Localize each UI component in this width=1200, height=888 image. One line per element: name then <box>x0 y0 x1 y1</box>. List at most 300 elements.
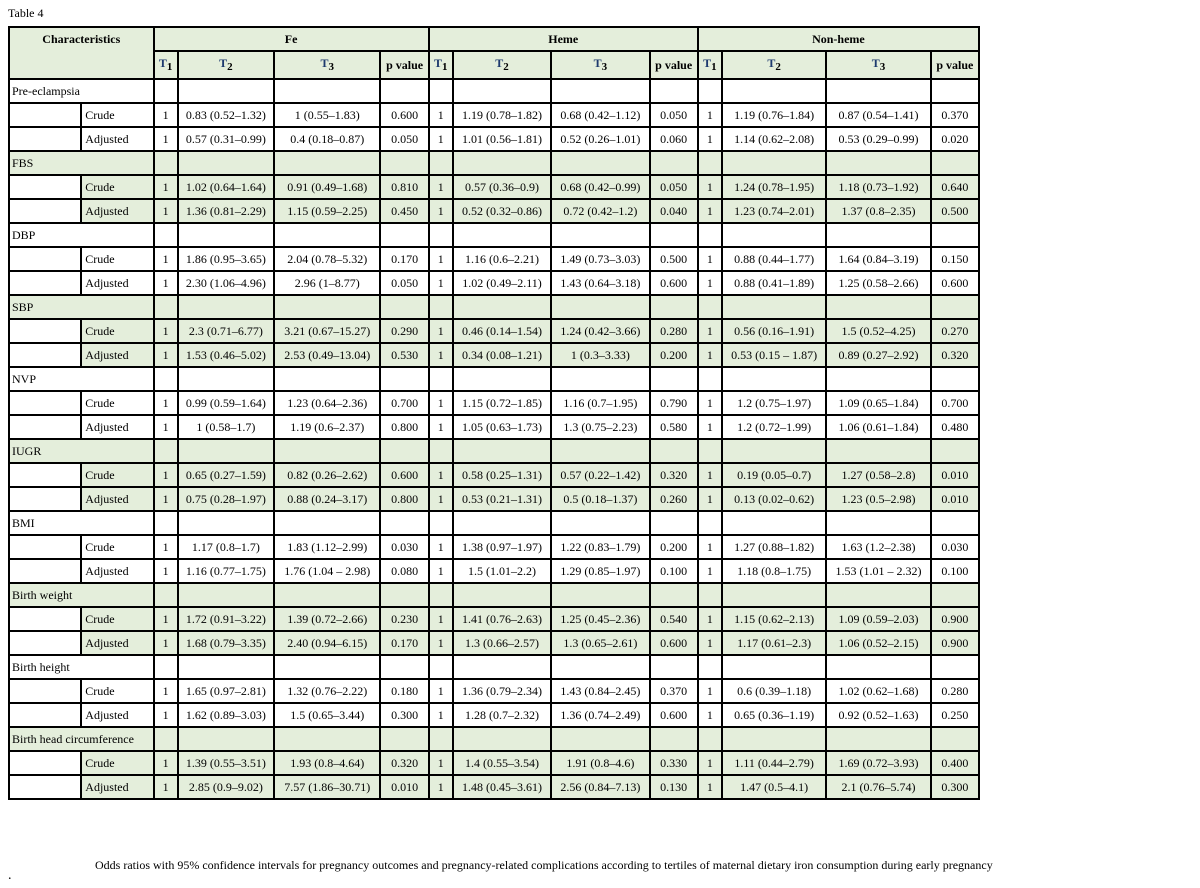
odds-ratio-cell: 0.19 (0.05–0.7) <box>723 464 827 488</box>
odds-ratio-cell: 1.49 (0.73–3.03) <box>552 248 650 272</box>
p-value-cell: 0.580 <box>651 416 699 440</box>
odds-ratio-cell: 1.29 (0.85–1.97) <box>552 560 650 584</box>
p-value-cell: 0.170 <box>381 248 429 272</box>
odds-ratio-cell: 0.6 (0.39–1.18) <box>723 680 827 704</box>
odds-ratio-cell: 1.09 (0.65–1.84) <box>827 392 931 416</box>
odds-ratio-cell: 0.75 (0.28–1.97) <box>179 488 275 512</box>
empty-cell <box>723 296 827 320</box>
p-value-header: p value <box>932 52 980 80</box>
tertile-subscript: 2 <box>227 61 233 73</box>
indent-cell <box>10 248 82 272</box>
odds-ratio-cell: 2.56 (0.84–7.13) <box>552 776 650 800</box>
empty-cell <box>723 152 827 176</box>
tertile-header-row <box>10 52 980 80</box>
odds-ratio-cell: 0.5 (0.18–1.37) <box>552 488 650 512</box>
odds-ratio-cell: 1 <box>430 776 454 800</box>
empty-cell <box>723 224 827 248</box>
empty-cell <box>454 440 552 464</box>
crude-label: Crude <box>82 320 154 344</box>
odds-ratio-cell: 1.3 (0.65–2.61) <box>552 632 650 656</box>
indent-cell <box>10 680 82 704</box>
odds-ratio-cell: 0.52 (0.32–0.86) <box>454 200 552 224</box>
empty-cell <box>381 512 429 536</box>
odds-ratio-cell: 1 <box>430 344 454 368</box>
odds-ratio-cell: 1 <box>699 632 723 656</box>
crude-label: Crude <box>82 176 154 200</box>
empty-cell <box>381 296 429 320</box>
empty-cell <box>454 224 552 248</box>
odds-ratio-cell: 2.40 (0.94–6.15) <box>275 632 381 656</box>
odds-ratio-cell: 1 <box>430 608 454 632</box>
p-value-cell: 0.450 <box>381 200 429 224</box>
odds-ratio-cell: 1 <box>155 776 179 800</box>
p-value-cell: 0.290 <box>381 320 429 344</box>
empty-cell <box>430 80 454 104</box>
tertile-header-3-2 <box>723 52 827 80</box>
indent-cell <box>10 344 82 368</box>
p-value-cell: 0.330 <box>651 752 699 776</box>
p-value-header: p value <box>651 52 699 80</box>
odds-ratio-cell: 1.5 (0.52–4.25) <box>827 320 931 344</box>
table-row-crude <box>10 320 980 344</box>
empty-cell <box>155 80 179 104</box>
empty-cell <box>699 584 723 608</box>
p-value-cell: 0.300 <box>381 704 429 728</box>
empty-cell <box>651 440 699 464</box>
p-value-cell: 0.010 <box>381 776 429 800</box>
odds-ratio-cell: 0.82 (0.26–2.62) <box>275 464 381 488</box>
empty-cell <box>179 512 275 536</box>
p-value-cell: 0.600 <box>651 632 699 656</box>
empty-cell <box>179 584 275 608</box>
p-value-cell: 0.040 <box>651 200 699 224</box>
category-row <box>10 584 980 608</box>
odds-ratio-cell: 1.25 (0.58–2.66) <box>827 272 931 296</box>
empty-cell <box>179 152 275 176</box>
category-label: DBP <box>10 224 155 248</box>
empty-cell <box>827 512 931 536</box>
empty-cell <box>699 656 723 680</box>
empty-cell <box>932 224 980 248</box>
group-header-fe: Fe <box>155 28 430 52</box>
odds-ratio-cell: 0.57 (0.31–0.99) <box>179 128 275 152</box>
empty-cell <box>552 728 650 752</box>
odds-ratio-cell: 1 <box>430 248 454 272</box>
p-value-cell: 0.130 <box>651 776 699 800</box>
empty-cell <box>454 368 552 392</box>
crude-label: Crude <box>82 464 154 488</box>
empty-cell <box>827 296 931 320</box>
p-value-cell: 0.250 <box>932 704 980 728</box>
odds-ratio-cell: 1 <box>699 272 723 296</box>
odds-ratio-cell: 1.01 (0.56–1.81) <box>454 128 552 152</box>
odds-ratio-cell: 1 <box>430 488 454 512</box>
empty-cell <box>827 152 931 176</box>
odds-ratio-cell: 1.16 (0.77–1.75) <box>179 560 275 584</box>
odds-ratio-cell: 1 <box>699 608 723 632</box>
category-row <box>10 656 980 680</box>
empty-cell <box>275 80 381 104</box>
odds-ratio-cell: 1.22 (0.83–1.79) <box>552 536 650 560</box>
empty-cell <box>179 368 275 392</box>
adjusted-label: Adjusted <box>82 632 154 656</box>
tertile-header-2-3 <box>552 52 650 80</box>
crude-label: Crude <box>82 752 154 776</box>
odds-ratio-cell: 1.36 (0.79–2.34) <box>454 680 552 704</box>
adjusted-label: Adjusted <box>82 488 154 512</box>
empty-cell <box>275 584 381 608</box>
p-value-cell: 0.180 <box>381 680 429 704</box>
adjusted-label: Adjusted <box>82 344 154 368</box>
odds-ratio-cell: 1 <box>155 632 179 656</box>
odds-ratio-cell: 1.83 (1.12–2.99) <box>275 536 381 560</box>
odds-ratio-cell: 1 <box>430 464 454 488</box>
characteristics-header: Characteristics <box>10 28 155 80</box>
indent-cell <box>10 104 82 128</box>
indent-cell <box>10 752 82 776</box>
table-row-crude <box>10 608 980 632</box>
p-value-cell: 0.050 <box>381 272 429 296</box>
odds-ratio-cell: 0.57 (0.36–0.9) <box>454 176 552 200</box>
empty-cell <box>699 728 723 752</box>
adjusted-label: Adjusted <box>82 272 154 296</box>
p-value-cell: 0.170 <box>381 632 429 656</box>
odds-ratio-cell: 1.36 (0.74–2.49) <box>552 704 650 728</box>
indent-cell <box>10 320 82 344</box>
empty-cell <box>827 440 931 464</box>
odds-ratio-cell: 1 <box>155 392 179 416</box>
empty-cell <box>552 656 650 680</box>
odds-ratio-cell: 1.15 (0.62–2.13) <box>723 608 827 632</box>
tertile-subscript: 1 <box>441 61 448 73</box>
p-value-cell: 0.200 <box>651 344 699 368</box>
empty-cell <box>932 584 980 608</box>
odds-ratio-cell: 0.99 (0.59–1.64) <box>179 392 275 416</box>
table-row-adjusted <box>10 776 980 800</box>
odds-ratio-cell: 1 <box>430 176 454 200</box>
odds-ratio-cell: 1.23 (0.74–2.01) <box>723 200 827 224</box>
table-row-crude <box>10 464 980 488</box>
odds-ratio-cell: 1.41 (0.76–2.63) <box>454 608 552 632</box>
tertile-subscript: 2 <box>775 61 781 73</box>
odds-ratio-cell: 0.88 (0.41–1.89) <box>723 272 827 296</box>
empty-cell <box>381 224 429 248</box>
odds-ratio-cell: 1 <box>430 752 454 776</box>
tertile-letter: T <box>433 56 442 70</box>
empty-cell <box>932 728 980 752</box>
odds-ratio-cell: 1.14 (0.62–2.08) <box>723 128 827 152</box>
odds-ratio-cell: 1.39 (0.55–3.51) <box>179 752 275 776</box>
odds-ratio-cell: 0.87 (0.54–1.41) <box>827 104 931 128</box>
empty-cell <box>179 656 275 680</box>
empty-cell <box>827 80 931 104</box>
empty-cell <box>454 584 552 608</box>
category-label: BMI <box>10 512 155 536</box>
indent-cell <box>10 488 82 512</box>
empty-cell <box>454 80 552 104</box>
p-value-cell: 0.600 <box>651 272 699 296</box>
empty-cell <box>430 584 454 608</box>
odds-ratio-cell: 1.18 (0.73–1.92) <box>827 176 931 200</box>
odds-ratio-cell: 1 <box>430 632 454 656</box>
p-value-cell: 0.050 <box>651 104 699 128</box>
odds-ratio-cell: 0.89 (0.27–2.92) <box>827 344 931 368</box>
table-row-adjusted <box>10 488 980 512</box>
odds-ratio-cell: 0.53 (0.15 – 1.87) <box>723 344 827 368</box>
crude-label: Crude <box>82 608 154 632</box>
p-value-cell: 0.480 <box>932 416 980 440</box>
odds-ratio-cell: 1.27 (0.88–1.82) <box>723 536 827 560</box>
empty-cell <box>179 224 275 248</box>
odds-ratio-table <box>8 26 980 800</box>
tertile-header-1-1 <box>155 52 179 80</box>
odds-ratio-cell: 1.27 (0.58–2.8) <box>827 464 931 488</box>
p-value-cell: 0.200 <box>651 536 699 560</box>
odds-ratio-cell: 0.53 (0.21–1.31) <box>454 488 552 512</box>
table-row-adjusted <box>10 416 980 440</box>
empty-cell <box>155 368 179 392</box>
odds-ratio-cell: 1.18 (0.8–1.75) <box>723 560 827 584</box>
tertile-subscript: 3 <box>328 61 335 73</box>
tertile-header-1-2 <box>179 52 275 80</box>
empty-cell <box>723 656 827 680</box>
tertile-letter: T <box>320 56 329 70</box>
odds-ratio-cell: 2.85 (0.9–9.02) <box>179 776 275 800</box>
odds-ratio-cell: 1.17 (0.61–2.3) <box>723 632 827 656</box>
category-row <box>10 512 980 536</box>
empty-cell <box>723 728 827 752</box>
odds-ratio-cell: 1.76 (1.04 – 2.98) <box>275 560 381 584</box>
indent-cell <box>10 536 82 560</box>
p-value-cell: 0.100 <box>651 560 699 584</box>
p-value-cell: 0.800 <box>381 488 429 512</box>
odds-ratio-cell: 1.62 (0.89–3.03) <box>179 704 275 728</box>
odds-ratio-cell: 1 (0.58–1.7) <box>179 416 275 440</box>
empty-cell <box>381 80 429 104</box>
footer-mark: . <box>8 868 12 883</box>
tertile-subscript: 2 <box>503 61 509 73</box>
p-value-cell: 0.600 <box>932 272 980 296</box>
empty-cell <box>552 584 650 608</box>
odds-ratio-cell: 1.38 (0.97–1.97) <box>454 536 552 560</box>
empty-cell <box>430 152 454 176</box>
indent-cell <box>10 464 82 488</box>
empty-cell <box>430 728 454 752</box>
empty-cell <box>179 80 275 104</box>
empty-cell <box>155 296 179 320</box>
adjusted-label: Adjusted <box>82 776 154 800</box>
odds-ratio-cell: 1.19 (0.76–1.84) <box>723 104 827 128</box>
odds-ratio-cell: 1 <box>430 200 454 224</box>
odds-ratio-cell: 1 <box>699 464 723 488</box>
empty-cell <box>430 512 454 536</box>
category-row <box>10 440 980 464</box>
p-value-cell: 0.050 <box>651 176 699 200</box>
odds-ratio-cell: 1.06 (0.52–2.15) <box>827 632 931 656</box>
odds-ratio-cell: 0.56 (0.16–1.91) <box>723 320 827 344</box>
odds-ratio-cell: 1.28 (0.7–2.32) <box>454 704 552 728</box>
odds-ratio-cell: 0.58 (0.25–1.31) <box>454 464 552 488</box>
odds-ratio-cell: 0.91 (0.49–1.68) <box>275 176 381 200</box>
p-value-cell: 0.600 <box>651 704 699 728</box>
p-value-cell: 0.260 <box>651 488 699 512</box>
p-value-cell: 0.500 <box>932 200 980 224</box>
p-value-cell: 0.020 <box>932 128 980 152</box>
odds-ratio-cell: 1 <box>430 560 454 584</box>
odds-ratio-cell: 1 <box>699 392 723 416</box>
indent-cell <box>10 608 82 632</box>
odds-ratio-cell: 1 <box>699 176 723 200</box>
odds-ratio-cell: 7.57 (1.86–30.71) <box>275 776 381 800</box>
indent-cell <box>10 272 82 296</box>
category-label: IUGR <box>10 440 155 464</box>
empty-cell <box>430 656 454 680</box>
empty-cell <box>723 584 827 608</box>
odds-ratio-cell: 1 (0.3–3.33) <box>552 344 650 368</box>
odds-ratio-cell: 1 <box>155 416 179 440</box>
tertile-header-1-3 <box>275 52 381 80</box>
odds-ratio-cell: 1.48 (0.45–3.61) <box>454 776 552 800</box>
odds-ratio-cell: 1.4 (0.55–3.54) <box>454 752 552 776</box>
category-label: NVP <box>10 368 155 392</box>
empty-cell <box>275 368 381 392</box>
empty-cell <box>275 440 381 464</box>
empty-cell <box>155 152 179 176</box>
p-value-cell: 0.370 <box>651 680 699 704</box>
table-body <box>10 80 980 800</box>
empty-cell <box>723 368 827 392</box>
odds-ratio-cell: 1.3 (0.66–2.57) <box>454 632 552 656</box>
odds-ratio-cell: 1 <box>699 704 723 728</box>
odds-ratio-cell: 1.37 (0.8–2.35) <box>827 200 931 224</box>
p-value-cell: 0.900 <box>932 632 980 656</box>
odds-ratio-cell: 0.88 (0.24–3.17) <box>275 488 381 512</box>
p-value-cell: 0.600 <box>381 464 429 488</box>
empty-cell <box>275 728 381 752</box>
p-value-cell: 0.010 <box>932 464 980 488</box>
empty-cell <box>381 728 429 752</box>
odds-ratio-cell: 1 <box>155 536 179 560</box>
table-label: Table 4 <box>8 6 44 20</box>
odds-ratio-cell: 1.23 (0.64–2.36) <box>275 392 381 416</box>
odds-ratio-cell: 1.47 (0.5–4.1) <box>723 776 827 800</box>
category-row <box>10 152 980 176</box>
empty-cell <box>275 152 381 176</box>
odds-ratio-cell: 0.34 (0.08–1.21) <box>454 344 552 368</box>
indent-cell <box>10 416 82 440</box>
empty-cell <box>723 80 827 104</box>
crude-label: Crude <box>82 536 154 560</box>
odds-ratio-cell: 1 <box>699 752 723 776</box>
empty-cell <box>381 440 429 464</box>
tertile-subscript: 1 <box>711 61 717 73</box>
odds-ratio-cell: 1.16 (0.7–1.95) <box>552 392 650 416</box>
odds-ratio-cell: 1 <box>155 560 179 584</box>
empty-cell <box>932 512 980 536</box>
empty-cell <box>699 440 723 464</box>
empty-cell <box>651 80 699 104</box>
p-value-cell: 0.800 <box>381 416 429 440</box>
adjusted-label: Adjusted <box>82 128 154 152</box>
odds-ratio-cell: 2.3 (0.71–6.77) <box>179 320 275 344</box>
crude-label: Crude <box>82 680 154 704</box>
odds-ratio-cell: 1 <box>155 608 179 632</box>
empty-cell <box>651 512 699 536</box>
p-value-cell: 0.230 <box>381 608 429 632</box>
table-row-adjusted <box>10 200 980 224</box>
p-value-cell: 0.050 <box>381 128 429 152</box>
table-caption: Odds ratios with 95% confidence intervals for pregnancy outcomes and pregnancy-related complications according to tertiles of maternal dietary iron consumption during early pregnancy <box>95 858 993 872</box>
odds-ratio-cell: 3.21 (0.67–15.27) <box>275 320 381 344</box>
tertile-letter: T <box>871 56 880 70</box>
empty-cell <box>552 512 650 536</box>
odds-ratio-cell: 1.16 (0.6–2.21) <box>454 248 552 272</box>
p-value-cell: 0.100 <box>932 560 980 584</box>
empty-cell <box>651 584 699 608</box>
p-value-cell: 0.790 <box>651 392 699 416</box>
odds-ratio-cell: 2.04 (0.78–5.32) <box>275 248 381 272</box>
tertile-header-2-1 <box>430 52 454 80</box>
odds-ratio-cell: 1.64 (0.84–3.19) <box>827 248 931 272</box>
empty-cell <box>699 296 723 320</box>
odds-ratio-cell: 1 <box>430 392 454 416</box>
empty-cell <box>827 728 931 752</box>
empty-cell <box>699 368 723 392</box>
odds-ratio-cell: 1 <box>699 560 723 584</box>
empty-cell <box>275 656 381 680</box>
p-value-cell: 0.030 <box>932 536 980 560</box>
category-row <box>10 728 980 752</box>
empty-cell <box>179 440 275 464</box>
odds-ratio-cell: 1 <box>699 776 723 800</box>
odds-ratio-cell: 0.88 (0.44–1.77) <box>723 248 827 272</box>
odds-ratio-cell: 1.02 (0.49–2.11) <box>454 272 552 296</box>
odds-ratio-cell: 1.15 (0.59–2.25) <box>275 200 381 224</box>
empty-cell <box>381 584 429 608</box>
p-value-cell: 0.700 <box>381 392 429 416</box>
empty-cell <box>699 152 723 176</box>
empty-cell <box>827 368 931 392</box>
odds-ratio-cell: 1.2 (0.72–1.99) <box>723 416 827 440</box>
odds-ratio-cell: 1 <box>699 128 723 152</box>
group-header-heme: Heme <box>430 28 699 52</box>
category-label: Birth weight <box>10 584 155 608</box>
empty-cell <box>932 656 980 680</box>
odds-ratio-cell: 1.3 (0.75–2.23) <box>552 416 650 440</box>
indent-cell <box>10 128 82 152</box>
empty-cell <box>454 152 552 176</box>
empty-cell <box>430 440 454 464</box>
indent-cell <box>10 632 82 656</box>
empty-cell <box>651 656 699 680</box>
table-row-adjusted <box>10 560 980 584</box>
odds-ratio-cell: 1.02 (0.64–1.64) <box>179 176 275 200</box>
crude-label: Crude <box>82 104 154 128</box>
odds-ratio-cell: 1.11 (0.44–2.79) <box>723 752 827 776</box>
empty-cell <box>155 728 179 752</box>
p-value-cell: 0.150 <box>932 248 980 272</box>
odds-ratio-cell: 1 <box>155 200 179 224</box>
odds-ratio-cell: 1.72 (0.91–3.22) <box>179 608 275 632</box>
p-value-cell: 0.320 <box>932 344 980 368</box>
p-value-cell: 0.500 <box>651 248 699 272</box>
odds-ratio-cell: 1 <box>430 680 454 704</box>
odds-ratio-cell: 1.43 (0.84–2.45) <box>552 680 650 704</box>
table-row-crude <box>10 752 980 776</box>
odds-ratio-cell: 0.83 (0.52–1.32) <box>179 104 275 128</box>
tertile-header-3-1 <box>699 52 723 80</box>
odds-ratio-cell: 1 <box>430 536 454 560</box>
